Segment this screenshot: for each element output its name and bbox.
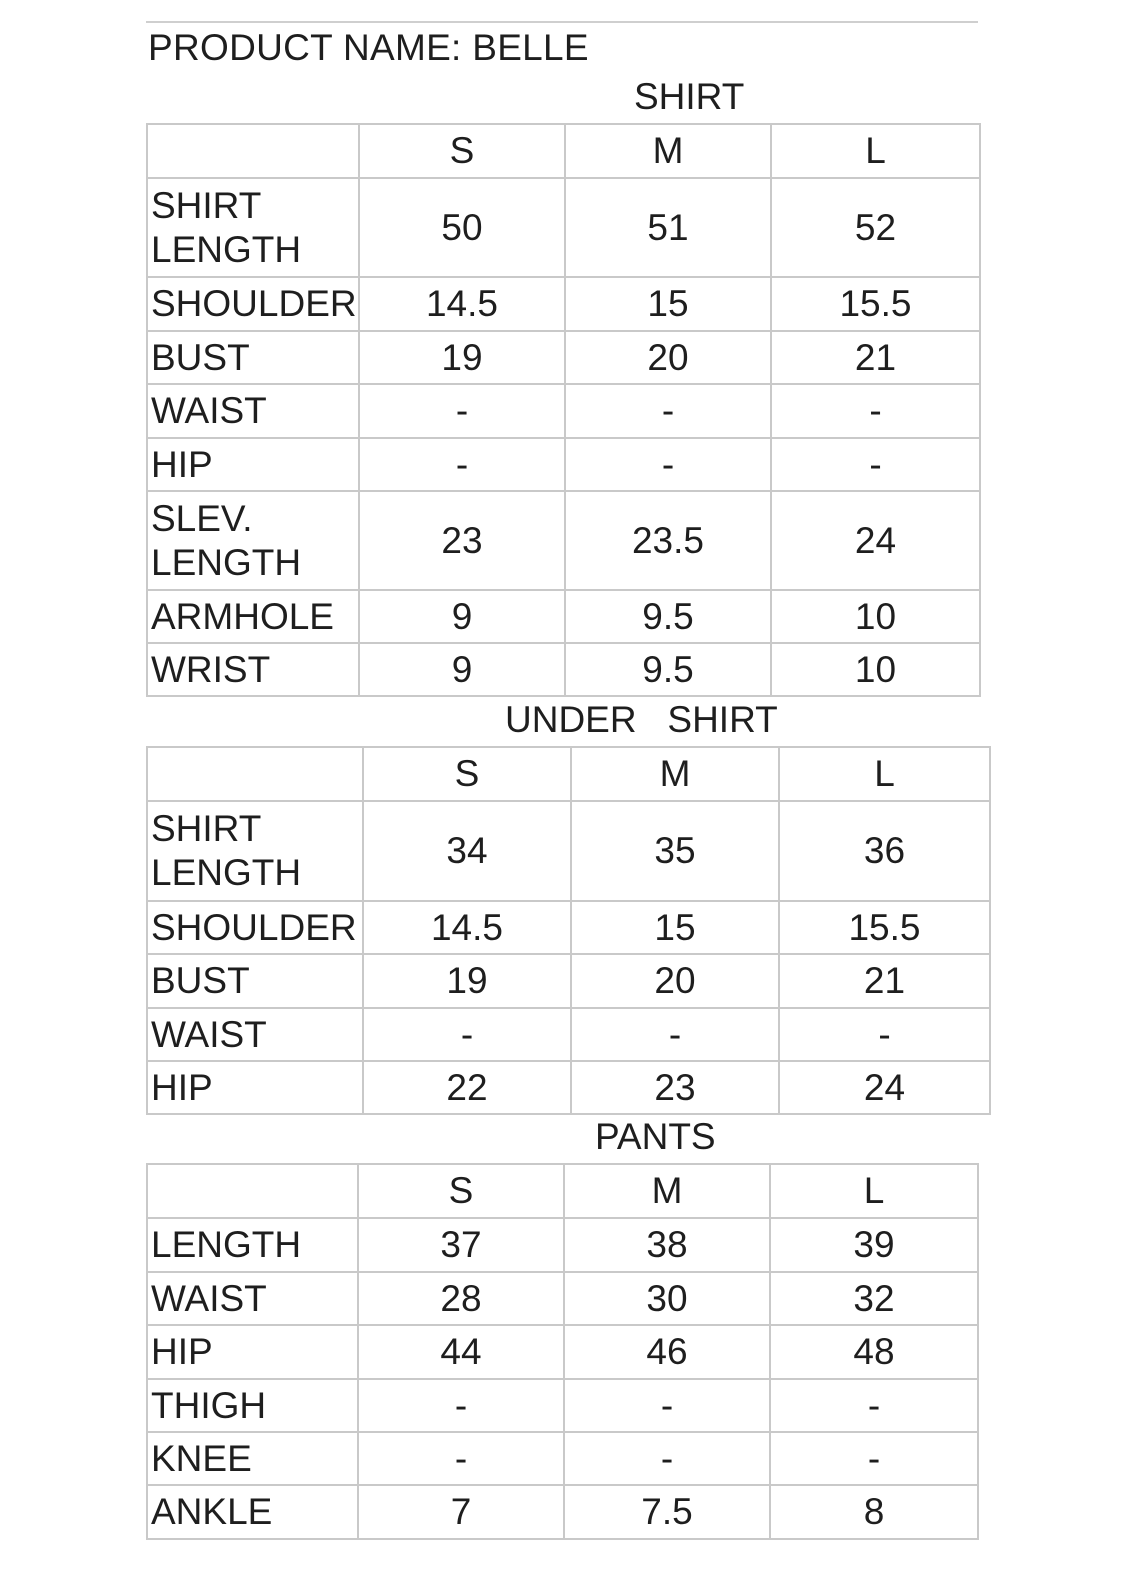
cell-value: 36: [779, 801, 990, 901]
cell-value: -: [565, 438, 771, 491]
cell-value: -: [770, 1379, 978, 1432]
row-label: SHIRT LENGTH: [147, 801, 363, 901]
cell-value: 19: [363, 954, 571, 1008]
size-header-l: L: [779, 747, 990, 801]
table-row: [147, 801, 990, 901]
table-row: [147, 643, 980, 696]
size-header-l: L: [771, 124, 980, 178]
corner-cell: [147, 1164, 358, 1218]
size-header-m: M: [571, 747, 779, 801]
row-label: THIGH: [147, 1379, 358, 1432]
row-label: SLEV. LENGTH: [147, 491, 359, 590]
row-label: HIP: [147, 438, 359, 491]
table-row: [147, 1485, 978, 1539]
row-label: KNEE: [147, 1432, 358, 1485]
cell-value: 23: [359, 491, 565, 590]
pants-size-table: [146, 1163, 979, 1540]
section-title-pants: PANTS: [595, 1116, 716, 1157]
table-row: [147, 1379, 978, 1432]
cell-value: 28: [358, 1272, 564, 1325]
table-row: [147, 1325, 978, 1379]
table-row: [147, 438, 980, 491]
corner-cell: [147, 124, 359, 178]
size-header-s: S: [363, 747, 571, 801]
section-title-under-shirt: UNDER SHIRT: [505, 699, 778, 740]
cell-value: -: [770, 1432, 978, 1485]
row-label: SHOULDER: [147, 277, 359, 331]
cell-value: 23.5: [565, 491, 771, 590]
table-row: [147, 277, 980, 331]
size-header-m: M: [565, 124, 771, 178]
cell-value: 15.5: [771, 277, 980, 331]
cell-value: 34: [363, 801, 571, 901]
row-label: WAIST: [147, 1272, 358, 1325]
cell-value: 46: [564, 1325, 770, 1379]
table-row: [147, 901, 990, 954]
cell-value: 23: [571, 1061, 779, 1114]
cell-value: 30: [564, 1272, 770, 1325]
cell-value: 24: [771, 491, 980, 590]
cell-value: 32: [770, 1272, 978, 1325]
cell-value: 21: [771, 331, 980, 384]
cell-value: 52: [771, 178, 980, 277]
cell-value: 9: [359, 590, 565, 643]
cell-value: 14.5: [359, 277, 565, 331]
cell-value: 10: [771, 590, 980, 643]
cell-value: -: [564, 1379, 770, 1432]
table-row: [147, 1432, 978, 1485]
table-row: [147, 1272, 978, 1325]
cell-value: 7: [358, 1485, 564, 1539]
cell-value: -: [771, 438, 980, 491]
row-label: BUST: [147, 331, 359, 384]
cell-value: 48: [770, 1325, 978, 1379]
cell-value: -: [771, 384, 980, 438]
cell-value: 9.5: [565, 590, 771, 643]
top-divider: [146, 21, 978, 23]
size-header-m: M: [564, 1164, 770, 1218]
table-row: [147, 384, 980, 438]
cell-value: -: [359, 438, 565, 491]
cell-value: -: [359, 384, 565, 438]
cell-value: 9: [359, 643, 565, 696]
size-header-l: L: [770, 1164, 978, 1218]
table-row: [147, 1008, 990, 1061]
cell-value: 15: [571, 901, 779, 954]
row-label: WAIST: [147, 384, 359, 438]
cell-value: 19: [359, 331, 565, 384]
table-row: [147, 178, 980, 277]
row-label: LENGTH: [147, 1218, 358, 1272]
cell-value: 22: [363, 1061, 571, 1114]
cell-value: 8: [770, 1485, 978, 1539]
table-row: [147, 331, 980, 384]
cell-value: 39: [770, 1218, 978, 1272]
cell-value: 24: [779, 1061, 990, 1114]
cell-value: 37: [358, 1218, 564, 1272]
size-header-s: S: [358, 1164, 564, 1218]
cell-value: -: [358, 1379, 564, 1432]
under-shirt-size-table: [146, 746, 991, 1115]
section-title-shirt: SHIRT: [634, 76, 745, 117]
cell-value: 44: [358, 1325, 564, 1379]
cell-value: 38: [564, 1218, 770, 1272]
row-label: WRIST: [147, 643, 359, 696]
cell-value: 21: [779, 954, 990, 1008]
table-header-row: [147, 1164, 978, 1218]
table-row: [147, 954, 990, 1008]
cell-value: 15.5: [779, 901, 990, 954]
row-label: WAIST: [147, 1008, 363, 1061]
cell-value: 50: [359, 178, 565, 277]
product-title: PRODUCT NAME: BELLE: [148, 27, 589, 68]
cell-value: -: [358, 1432, 564, 1485]
cell-value: 20: [571, 954, 779, 1008]
row-label: HIP: [147, 1325, 358, 1379]
shirt-size-table: [146, 123, 981, 697]
cell-value: 7.5: [564, 1485, 770, 1539]
cell-value: 20: [565, 331, 771, 384]
row-label: SHIRT LENGTH: [147, 178, 359, 277]
table-header-row: [147, 747, 990, 801]
row-label: HIP: [147, 1061, 363, 1114]
table-row: [147, 590, 980, 643]
cell-value: -: [564, 1432, 770, 1485]
cell-value: 10: [771, 643, 980, 696]
table-row: [147, 1218, 978, 1272]
corner-cell: [147, 747, 363, 801]
cell-value: 51: [565, 178, 771, 277]
size-header-s: S: [359, 124, 565, 178]
cell-value: 9.5: [565, 643, 771, 696]
row-label: ANKLE: [147, 1485, 358, 1539]
row-label: ARMHOLE: [147, 590, 359, 643]
cell-value: -: [571, 1008, 779, 1061]
table-row: [147, 1061, 990, 1114]
row-label: BUST: [147, 954, 363, 1008]
cell-value: -: [779, 1008, 990, 1061]
table-header-row: [147, 124, 980, 178]
table-row: [147, 491, 980, 590]
cell-value: -: [565, 384, 771, 438]
cell-value: 14.5: [363, 901, 571, 954]
cell-value: 35: [571, 801, 779, 901]
cell-value: -: [363, 1008, 571, 1061]
row-label: SHOULDER: [147, 901, 363, 954]
cell-value: 15: [565, 277, 771, 331]
